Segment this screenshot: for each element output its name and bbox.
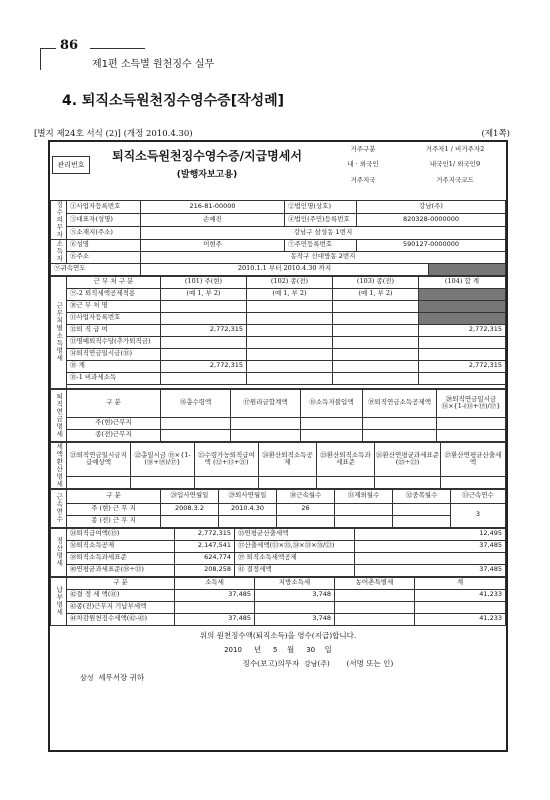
workplace-name-label: ⑩근 무 처 명 bbox=[67, 300, 161, 312]
calc-value: 2,147,541 bbox=[175, 540, 235, 552]
form-subtitle: (발행자보고용) bbox=[176, 169, 238, 180]
local-tax: 3,748 bbox=[255, 589, 335, 601]
conversion-col-header: ㉔환산퇴직소득공제 bbox=[259, 442, 317, 476]
pension-col-header: 구 분 bbox=[67, 389, 161, 417]
work-group: 근무처별소득명세 bbox=[51, 276, 67, 388]
subtotal-total: 2,772,315 bbox=[419, 360, 506, 372]
period-value: 2010.1.1 부터 2010.4.30 까지 bbox=[141, 263, 429, 275]
calc-label: ㊵연평균과세표준(㊳÷㉝) bbox=[67, 564, 175, 576]
payer-group: 징수의무자 bbox=[51, 201, 67, 240]
years-col-header: 구 분 bbox=[67, 489, 161, 503]
settlement-table bbox=[50, 528, 506, 577]
tax-office-name: 삼성 bbox=[80, 673, 94, 682]
tax-credit-option: (예 1, 부 2) bbox=[247, 288, 333, 300]
conversion-col-header: ㉕환산퇴직소득과세표준 bbox=[317, 442, 375, 476]
years-col-header: ㉘입사연월일 bbox=[161, 489, 219, 503]
earner-address: 동작구 신대방동 2번지 bbox=[141, 251, 506, 263]
calc-value: 12,495 bbox=[355, 528, 506, 540]
form-page-label: (제1쪽) bbox=[481, 129, 510, 139]
payer-sign-name: 강남(주) bbox=[304, 659, 330, 668]
country-code-label: 거주지국코드 bbox=[436, 175, 474, 184]
earner-rrn-label: ⑦주민등록번호 bbox=[285, 239, 357, 251]
years-col-header: ㉛제외월수 bbox=[335, 489, 393, 503]
retirement-pay-label: ⑫퇴 직 급 여 bbox=[67, 324, 161, 336]
subtotal-current: 2,772,315 bbox=[161, 360, 247, 372]
earner-address-label: ⑧주소 bbox=[67, 251, 141, 263]
form-header bbox=[50, 142, 506, 200]
corp-name-label: ②법인명(상호) bbox=[285, 201, 357, 214]
conversion-group: 세액환산명세 bbox=[51, 442, 67, 488]
pension-group: 퇴직연금명세 bbox=[51, 389, 67, 441]
service-months: 26 bbox=[277, 503, 335, 515]
years-col-header: ㉜중복월수 bbox=[393, 489, 451, 503]
earner-group: 소득자 bbox=[51, 239, 67, 263]
tax-office-line bbox=[80, 672, 144, 683]
pension-row-previous: 종(전)근무지 bbox=[67, 429, 161, 441]
month-suffix: 월 bbox=[287, 644, 295, 654]
payer-address: 강남구 삼성동 1번지 bbox=[141, 226, 506, 239]
pension-col-header: ⑲퇴직연금소득공제액 bbox=[363, 389, 437, 417]
rep-name: 손예진 bbox=[141, 213, 285, 226]
tax-credit-option: (예 1, 부 2) bbox=[333, 288, 419, 300]
pay-row-label: ㊹차감원천징수세액(㊷-㊸) bbox=[67, 613, 175, 625]
calc-value: 37,485 bbox=[355, 540, 506, 552]
retirement-pay-total: 2,772,315 bbox=[419, 324, 506, 336]
biz-no-label: ①사업자등록번호 bbox=[67, 201, 141, 214]
shaded-cell bbox=[429, 263, 506, 275]
years-col-header: ㉝근속연수 bbox=[451, 489, 506, 503]
conversion-col-header: ㉒총일시금 ⑮×{1-(⑱+⑲)/⑰} bbox=[131, 442, 195, 476]
workplace-bizno-label: ⑪사업자등록번호 bbox=[67, 312, 161, 324]
tax-credit-label: ⑨-2 퇴직세액공제적용 bbox=[67, 288, 161, 300]
years-col-header: ㉚근속월수 bbox=[277, 489, 335, 503]
leave-date: 2010.4.30 bbox=[219, 503, 277, 515]
earner-name-label: ⑥성명 bbox=[67, 239, 141, 251]
day-suffix: 일 bbox=[324, 644, 332, 654]
form-note: [별지 제24호 서식 (2)] (개정 2010.4.30) bbox=[34, 129, 193, 139]
work-income-table bbox=[50, 276, 506, 389]
hire-date: 2008.3.2 bbox=[161, 503, 219, 515]
calc-label: ㊱퇴직소득공제 bbox=[67, 540, 175, 552]
years-row-current: 주 (현) 근 무 지 bbox=[67, 503, 161, 515]
header-rule-vertical bbox=[40, 48, 41, 70]
pension-lump-label: ⑭퇴직연금일시금(⑮) bbox=[67, 348, 161, 360]
tax-credit-option: (예 1, 부 2) bbox=[161, 288, 247, 300]
retirement-pay-current: 2,772,315 bbox=[161, 324, 247, 336]
nationality-value: 내국인1/ 외국인9 bbox=[429, 160, 481, 169]
section-title: 4. 퇴직소득원천징수영수증[작성례] bbox=[62, 93, 285, 109]
shaded-cell bbox=[419, 288, 506, 300]
header-rule bbox=[40, 48, 56, 49]
conversion-col-header: ㉗환산연평균산출세액 bbox=[441, 442, 506, 476]
pension-col-header: ⑰원리금합계액 bbox=[231, 389, 301, 417]
subtotal-label: ⑮ 계 bbox=[67, 360, 161, 372]
calc-label: ㊶ 결정세액 bbox=[235, 564, 355, 576]
calc-value: 2,772,315 bbox=[175, 528, 235, 540]
residency-value: 거주자1 / 비거주자2 bbox=[425, 144, 485, 153]
chapter-subtitle: 제1편 소득별 원천징수 실무 bbox=[92, 59, 215, 70]
work-col-header: 근 무 처 구 분 bbox=[67, 276, 161, 288]
issue-day: 30 bbox=[306, 645, 316, 654]
pay-col-header: 지방소득세 bbox=[255, 577, 335, 589]
receipt-form bbox=[48, 140, 508, 752]
sign-note: (서명 또는 인) bbox=[346, 658, 394, 668]
service-years-table bbox=[50, 489, 506, 528]
rep-label: ③대표자(성명) bbox=[67, 213, 141, 226]
payer-signature-line bbox=[50, 658, 506, 669]
work-col-header: (102) 종(전) bbox=[247, 276, 333, 288]
issue-month: 5 bbox=[273, 645, 278, 654]
calc-label: ㉟연평균산출세액 bbox=[235, 528, 355, 540]
corp-no: 820328-0000000 bbox=[357, 213, 506, 226]
calc-label: ㊴ 퇴직소득세액공제 bbox=[235, 552, 355, 564]
header-rule bbox=[90, 48, 145, 49]
pension-col-header: ⑯총수령액 bbox=[161, 389, 231, 417]
income-tax: 37,485 bbox=[175, 589, 255, 601]
payer-address-label: ⑤소재지(주소) bbox=[67, 226, 141, 239]
biz-no: 216-81-00000 bbox=[141, 201, 285, 214]
pay-row-label: ㊷결 정 세 액(㊶) bbox=[67, 589, 175, 601]
years-col-header: ㉙퇴사연월일 bbox=[219, 489, 277, 503]
calc-value: 208,258 bbox=[175, 564, 235, 576]
pay-col-header: 소득세 bbox=[175, 577, 255, 589]
work-col-header: (101) 주(현) bbox=[161, 276, 247, 288]
year-suffix: 년 bbox=[253, 644, 262, 654]
country-label: 거주지국 bbox=[350, 175, 376, 184]
form-footer bbox=[50, 626, 506, 688]
pay-group: 납부명세 bbox=[51, 577, 67, 625]
work-col-header: (104) 합 계 bbox=[419, 276, 506, 288]
payer-earner-table bbox=[50, 200, 506, 276]
pay-total: 41,233 bbox=[415, 613, 506, 625]
conversion-col-header: ㉖환산연평균과세표준 (㉕÷㉓) bbox=[375, 442, 441, 476]
calc-group: 정산명세 bbox=[51, 528, 67, 576]
years-row-previous: 종 (전) 근 무 지 bbox=[67, 515, 161, 527]
issue-year: 2010 bbox=[224, 645, 242, 654]
pension-row-current: 주(현)근무지 bbox=[67, 417, 161, 429]
period-label: ⑨귀속연도 bbox=[51, 263, 141, 275]
calc-label: ㊲산출세액(㉝×㉟,㉞×㉝×㉟/㉓) bbox=[235, 540, 355, 552]
work-col-header: (103) 종(전) bbox=[333, 276, 419, 288]
payer-sign-label: 징수(보고)의무자 bbox=[242, 658, 300, 668]
residency-label: 거주구분 bbox=[350, 144, 376, 153]
form-title: 퇴직소득원천징수영수증/지급명세서 bbox=[112, 148, 302, 163]
local-tax: 3,748 bbox=[255, 613, 335, 625]
pay-col-header: 계 bbox=[415, 577, 506, 589]
pay-row-label: ㊸종(전)근무지 기납부세액 bbox=[67, 601, 175, 613]
shaded-cell bbox=[419, 312, 506, 324]
payment-table bbox=[50, 577, 506, 626]
earner-name: 이현주 bbox=[141, 239, 285, 251]
issue-date bbox=[50, 644, 506, 655]
pay-col-header: 구 분 bbox=[67, 577, 175, 589]
honorary-allowance-label: ⑬명예퇴직수당(추가퇴직금) bbox=[67, 336, 161, 348]
nontaxable-label: ⑮-1 비과세소득 bbox=[67, 372, 161, 384]
conversion-table bbox=[50, 442, 506, 489]
service-years: 3 bbox=[451, 503, 506, 527]
pay-total: 41,233 bbox=[415, 589, 506, 601]
nationality-label: 내 · 외국인 bbox=[347, 160, 379, 169]
pay-col-header: 농어촌특별세 bbox=[335, 577, 415, 589]
years-group: 근속연수 bbox=[51, 489, 67, 527]
shaded-cell bbox=[419, 300, 506, 312]
corp-no-label: ④법인(주민)등록번호 bbox=[285, 213, 357, 226]
calc-label: ㉞퇴직급여액(⑮) bbox=[67, 528, 175, 540]
calc-value: 37,485 bbox=[355, 564, 506, 576]
page-header bbox=[40, 38, 280, 78]
pension-col-header: ⑱소득자불입액 bbox=[301, 389, 363, 417]
pension-table bbox=[50, 389, 506, 442]
earner-rrn: 590127-0000000 bbox=[357, 239, 506, 251]
conversion-col-header: ㉓수령가능퇴직급여액 (⑫+⑬+㉑) bbox=[195, 442, 259, 476]
tax-office-suffix: 세무서장 귀하 bbox=[98, 672, 145, 682]
calc-value: 624,774 bbox=[175, 552, 235, 564]
pension-col-header: ⑳퇴직연금일시금 ⑯×{1-(⑱+⑲)/⑰} bbox=[437, 389, 506, 417]
calc-label: ㊳퇴직소득과세표준 bbox=[67, 552, 175, 564]
income-tax: 37,485 bbox=[175, 613, 255, 625]
management-number-label: 관리번호 bbox=[52, 156, 90, 174]
conversion-col-header: ㉑퇴직연금일시금지급예상액 bbox=[67, 442, 131, 476]
corp-name: 강남(주) bbox=[357, 201, 506, 214]
confirm-text: 위의 원천징수액(퇴직소득)을 영수(지급)합니다. bbox=[199, 630, 357, 640]
page-number: 86 bbox=[60, 38, 79, 53]
